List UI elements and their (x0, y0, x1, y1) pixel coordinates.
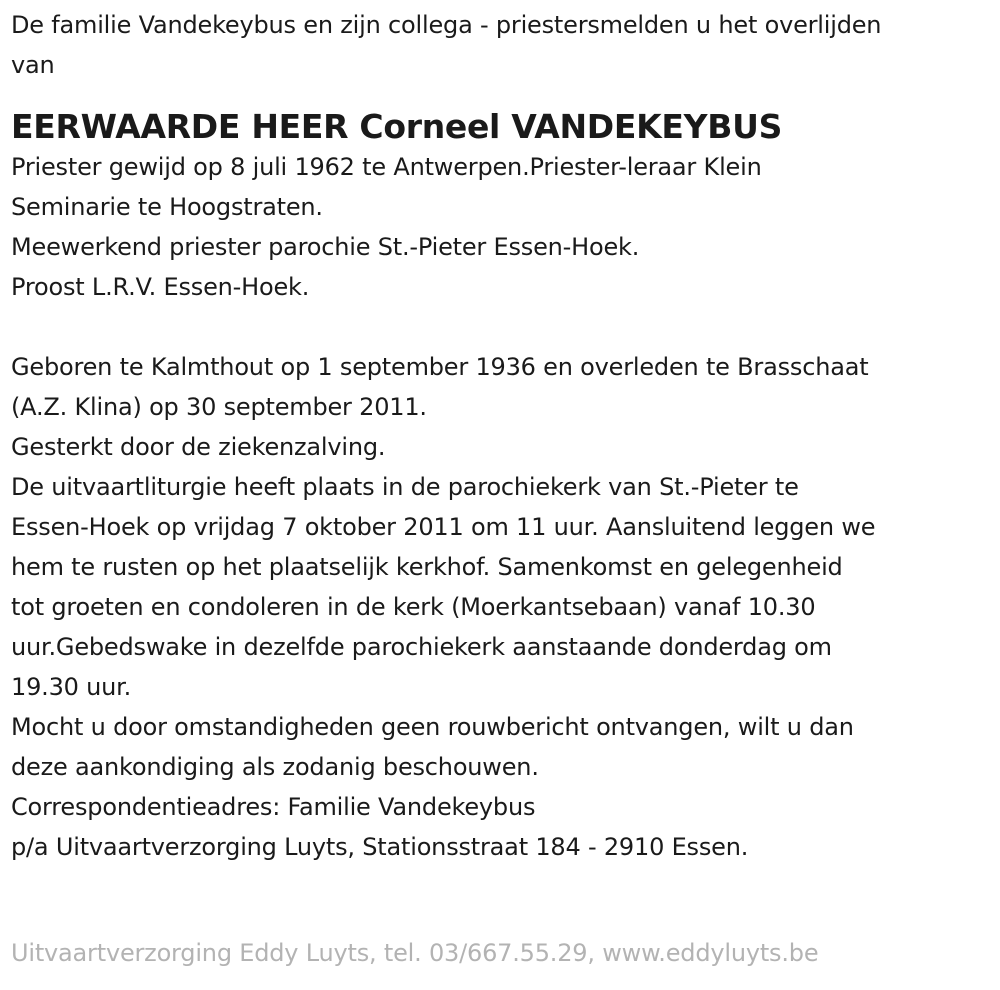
details-line: hem te rusten op het plaatselijk kerkhof. Samenkomst en gelegenheid (11, 553, 843, 581)
details-line: De uitvaartliturgie heeft plaats in de parochiekerk van St.-Pieter te (11, 473, 799, 501)
details-line: deze aankondiging als zodanig beschouwen. (11, 753, 539, 781)
details-line: Essen-Hoek op vrijdag 7 oktober 2011 om 11 uur. Aansluitend leggen we (11, 513, 876, 541)
details-line: (A.Z. Klina) op 30 september 2011. (11, 393, 427, 421)
details-line: tot groeten en condoleren in de kerk (Moerkantsebaan) vanaf 10.30 (11, 593, 816, 621)
obituary-notice (11, 5, 996, 867)
career-line: Meewerkend priester parochie St.-Pieter Essen-Hoek. (11, 233, 640, 261)
funeral-home-footer: Uitvaartverzorging Eddy Luyts, tel. 03/667.55.29, www.eddyluyts.be (11, 939, 819, 967)
details-line: p/a Uitvaartverzorging Luyts, Stationsstraat 184 - 2910 Essen. (11, 833, 749, 861)
details-line: 19.30 uur. (11, 673, 132, 701)
deceased-name-title: EERWAARDE HEER Corneel VANDEKEYBUS (11, 107, 783, 146)
details-line: Gesterkt door de ziekenzalving. (11, 433, 386, 461)
details-line: Mocht u door omstandigheden geen rouwbericht ontvangen, wilt u dan (11, 713, 854, 741)
intro-section (11, 5, 996, 85)
details-line: uur.Gebedswake in dezelfde parochiekerk aanstaande donderdag om (11, 633, 832, 661)
career-line: Seminarie te Hoogstraten. (11, 193, 323, 221)
career-section (11, 147, 996, 307)
details-line: Geboren te Kalmthout op 1 september 1936 en overleden te Brasschaat (11, 353, 869, 381)
intro-line: van (11, 51, 55, 79)
intro-line: De familie Vandekeybus en zijn collega - priestersmelden u het overlijden (11, 11, 882, 39)
spacer (11, 85, 996, 107)
spacer (11, 307, 996, 347)
career-line: Priester gewijd op 8 juli 1962 te Antwerpen.Priester-leraar Klein (11, 153, 762, 181)
details-section (11, 347, 996, 867)
details-line: Correspondentieadres: Familie Vandekeybus (11, 793, 536, 821)
career-line: Proost L.R.V. Essen-Hoek. (11, 273, 310, 301)
